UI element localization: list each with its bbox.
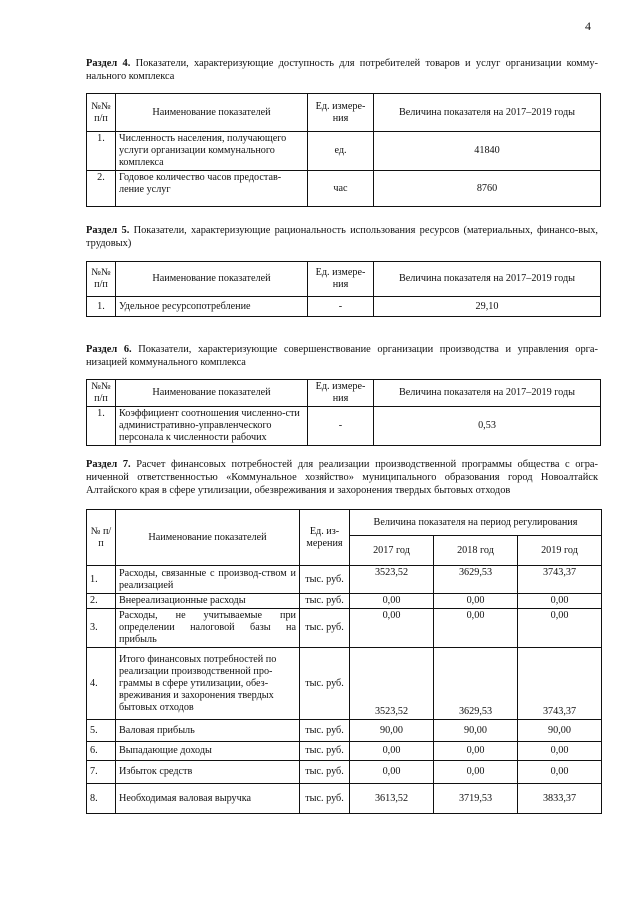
row-name: Выпадающие доходы	[116, 742, 300, 761]
table-row	[87, 648, 602, 720]
table-row	[87, 297, 601, 317]
row-value-2018: 0,00	[434, 761, 518, 784]
row-unit: тыс. руб.	[300, 566, 350, 594]
row-value: 8760	[374, 171, 601, 207]
table-header-row	[87, 380, 601, 407]
row-name: Итого финансовых потребностей по реализации производственной про-граммы в сфере утилизации, обез-вреживания и захоронения твердых бытовых отходов	[116, 648, 300, 720]
row-num: 1.	[87, 407, 116, 446]
row-unit: -	[308, 297, 374, 317]
header-name: Наименование показателей	[116, 380, 308, 407]
section-7-label: Раздел 7.	[86, 459, 131, 470]
table-row	[87, 132, 601, 171]
section-6-heading	[86, 343, 598, 369]
header-num: № п/п	[87, 510, 116, 566]
row-name: Годовое количество часов предостав-ление услуг	[116, 171, 308, 207]
table-row	[87, 742, 602, 761]
row-unit: тыс. руб.	[300, 594, 350, 609]
row-unit: тыс. руб.	[300, 720, 350, 742]
row-value-2019: 0,00	[518, 742, 602, 761]
header-year-2019: 2019 год	[518, 536, 602, 566]
row-name: Расходы, не учитываемые при определении налоговой базы на прибыль	[116, 609, 300, 648]
row-value: 41840	[374, 132, 601, 171]
section-6-title: Показатели, характеризующие совершенствование организации производства и управления орга-низацией коммунального комплекса	[86, 344, 598, 368]
table-row	[87, 784, 602, 814]
row-unit: тыс. руб.	[300, 609, 350, 648]
section-4-heading	[86, 57, 598, 83]
row-name: Избыток средств	[116, 761, 300, 784]
row-num: 2.	[87, 594, 116, 609]
header-unit: Ед. измере-ния	[308, 94, 374, 132]
row-value-2017: 3613,52	[350, 784, 434, 814]
row-value-2017: 3523,52	[350, 648, 434, 720]
section-4-title: Показатели, характеризующие доступность для потребителей товаров и услуг организации комму-нального комплекса	[86, 58, 598, 82]
row-unit: тыс. руб.	[300, 648, 350, 720]
row-value: 0,53	[374, 407, 601, 446]
table-row	[87, 566, 602, 594]
table-row	[87, 609, 602, 648]
header-value: Величина показателя на 2017–2019 годы	[374, 380, 601, 407]
row-num: 6.	[87, 742, 116, 761]
table-row	[87, 720, 602, 742]
header-name: Наименование показателей	[116, 94, 308, 132]
row-value-2018: 3629,53	[434, 566, 518, 594]
header-value: Величина показателя на 2017–2019 годы	[374, 94, 601, 132]
section-7-table	[86, 509, 602, 814]
row-unit: тыс. руб.	[300, 761, 350, 784]
row-value-2019: 0,00	[518, 594, 602, 609]
section-7-title: Расчет финансовых потребностей для реализации производственной программы общества с огра-ниченной ответственностью «Коммунальное хозяйство» муниципального образования город Новоалтайск Алтайского края в сфере утилизации, обезвреживания и захоронения твердых бытовых отходов	[86, 459, 598, 496]
row-value-2019: 90,00	[518, 720, 602, 742]
table-header-row	[87, 510, 602, 536]
page-number: 4	[585, 19, 591, 33]
section-6-label: Раздел 6.	[86, 344, 132, 355]
row-num: 4.	[87, 648, 116, 720]
section-5-title: Показатели, характеризующие рациональность использования ресурсов (материальных, финансо-вых, трудовых)	[86, 225, 598, 249]
row-unit: тыс. руб.	[300, 742, 350, 761]
row-value-2019: 0,00	[518, 609, 602, 648]
row-value-2018: 3629,53	[434, 648, 518, 720]
row-name: Расходы, связанные с производ-ством и реализацией	[116, 566, 300, 594]
row-num: 8.	[87, 784, 116, 814]
header-period: Величина показателя на период регулирования	[350, 510, 602, 536]
row-value-2017: 0,00	[350, 609, 434, 648]
row-value-2018: 3719,53	[434, 784, 518, 814]
header-value: Величина показателя на 2017–2019 годы	[374, 262, 601, 297]
header-unit: Ед. измере-ния	[308, 262, 374, 297]
table-header-row	[87, 262, 601, 297]
section-4-table	[86, 93, 601, 207]
row-name: Валовая прибыль	[116, 720, 300, 742]
row-value-2017: 90,00	[350, 720, 434, 742]
row-unit: -	[308, 407, 374, 446]
section-7-heading	[86, 458, 598, 497]
row-num: 1.	[87, 297, 116, 317]
table-row	[87, 594, 602, 609]
row-num: 1.	[87, 566, 116, 594]
row-value-2017: 0,00	[350, 742, 434, 761]
header-unit: Ед. измере-ния	[308, 380, 374, 407]
header-num: №№ п/п	[87, 380, 116, 407]
row-value-2019: 0,00	[518, 761, 602, 784]
header-num: №№ п/п	[87, 262, 116, 297]
header-unit: Ед. из-мерения	[300, 510, 350, 566]
row-unit: ед.	[308, 132, 374, 171]
row-num: 3.	[87, 609, 116, 648]
row-num: 2.	[87, 171, 116, 207]
section-5-label: Раздел 5.	[86, 225, 130, 236]
row-value-2018: 0,00	[434, 742, 518, 761]
table-row	[87, 171, 601, 207]
row-name: Необходимая валовая выручка	[116, 784, 300, 814]
row-value-2018: 90,00	[434, 720, 518, 742]
row-name: Внереализационные расходы	[116, 594, 300, 609]
row-value-2017: 3523,52	[350, 566, 434, 594]
header-year-2017: 2017 год	[350, 536, 434, 566]
table-header-row	[87, 94, 601, 132]
row-name: Удельное ресурсопотребление	[116, 297, 308, 317]
header-name: Наименование показателей	[116, 510, 300, 566]
row-value-2018: 0,00	[434, 594, 518, 609]
section-4-label: Раздел 4.	[86, 58, 131, 69]
header-year-2018: 2018 год	[434, 536, 518, 566]
row-value-2019: 3743,37	[518, 648, 602, 720]
row-name: Коэффициент соотношения численно-сти административно-управленческого персонала к численности рабочих	[116, 407, 308, 446]
section-6-table	[86, 379, 601, 446]
table-row	[87, 407, 601, 446]
header-name: Наименование показателей	[116, 262, 308, 297]
section-5-heading	[86, 224, 598, 250]
row-name: Численность населения, получающего услуги организации коммунального комплекса	[116, 132, 308, 171]
row-value: 29,10	[374, 297, 601, 317]
row-unit: час	[308, 171, 374, 207]
table-row	[87, 761, 602, 784]
row-value-2017: 0,00	[350, 594, 434, 609]
row-num: 5.	[87, 720, 116, 742]
row-num: 1.	[87, 132, 116, 171]
row-value-2018: 0,00	[434, 609, 518, 648]
header-num: №№ п/п	[87, 94, 116, 132]
row-value-2017: 0,00	[350, 761, 434, 784]
row-value-2019: 3833,37	[518, 784, 602, 814]
row-value-2019: 3743,37	[518, 566, 602, 594]
section-5-table	[86, 261, 601, 317]
row-unit: тыс. руб.	[300, 784, 350, 814]
row-num: 7.	[87, 761, 116, 784]
